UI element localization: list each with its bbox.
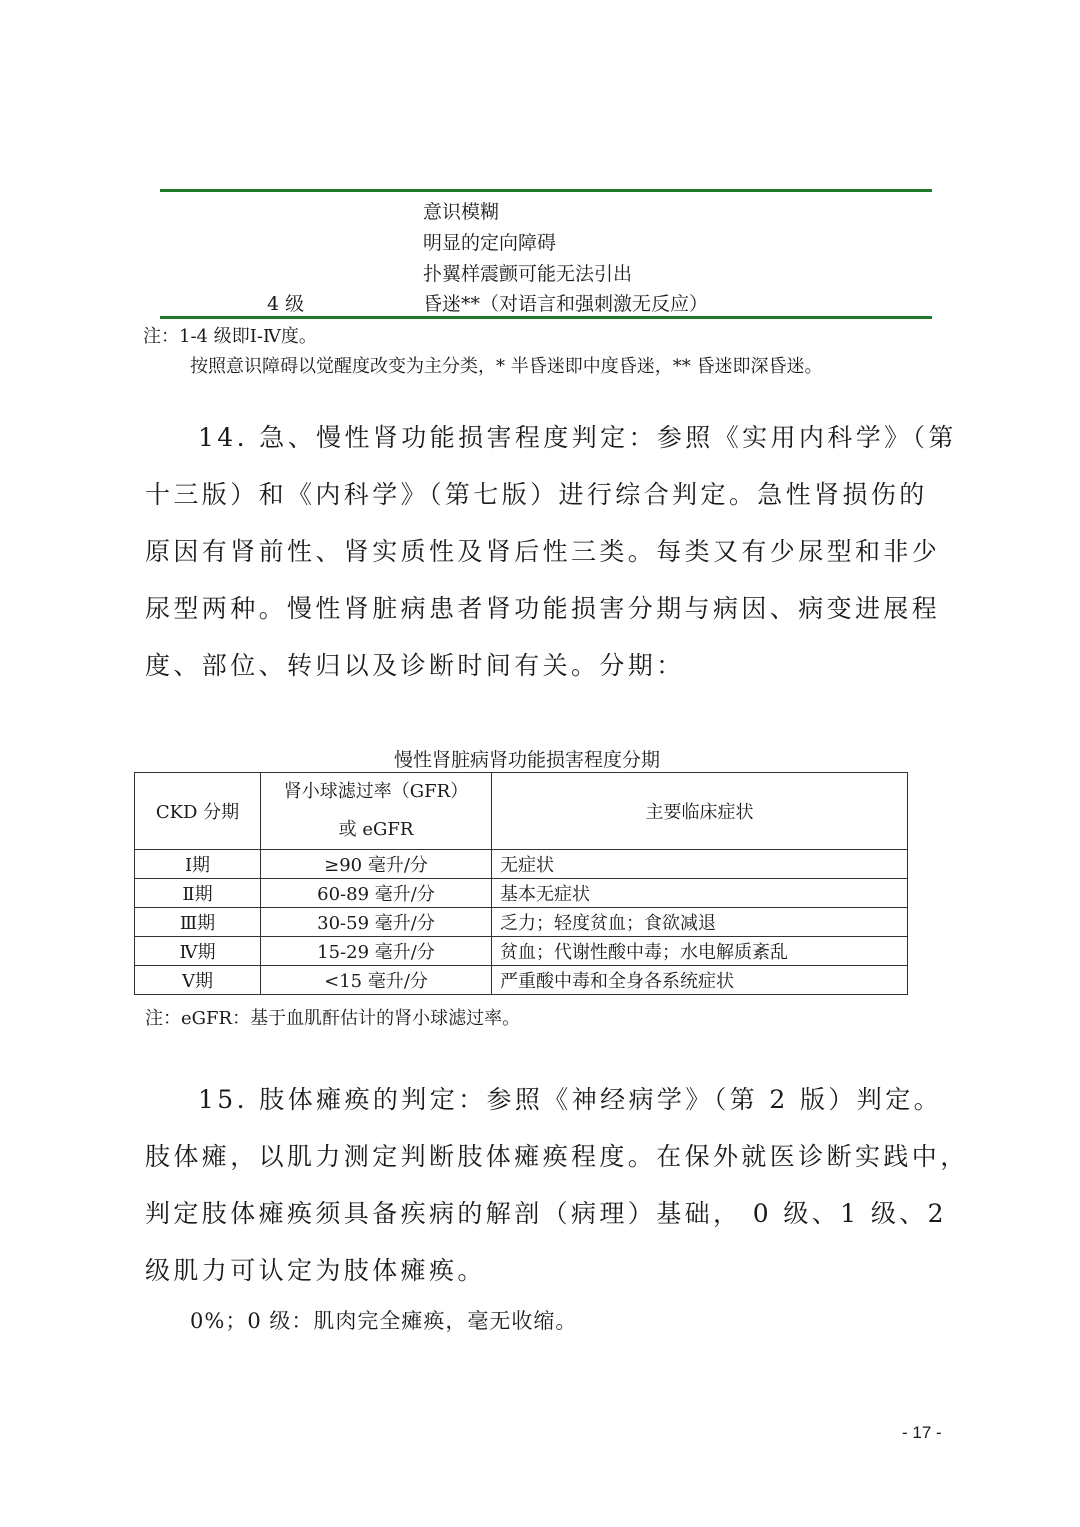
symptoms-cell: 基本无症状 [492, 879, 908, 908]
ckd-table [134, 772, 908, 995]
stage-cell: Ⅱ期 [135, 879, 261, 908]
grade0-line: 0%；0 级：肌肉完全瘫痪，毫无收缩。 [190, 1309, 578, 1333]
page-number: - 17 - [902, 1423, 942, 1442]
section14-line: 十三版）和《内科学》（第七版）进行综合判定。急性肾损伤的 [145, 480, 928, 509]
section14-line: 度、部位、转归以及诊断时间有关。分期： [145, 651, 685, 680]
grade-label: 4 级 [267, 293, 305, 315]
gfr-cell: ≥90 毫升/分 [261, 850, 492, 879]
symptom-line: 明显的定向障碍 [423, 232, 557, 254]
table-row [135, 937, 908, 966]
gfr-cell: 30-59 毫升/分 [261, 908, 492, 937]
top-note-1: 注：1-4 级即Ⅰ-Ⅳ度。 [143, 326, 317, 347]
header-gfr-line2: 或 eGFR [338, 819, 414, 840]
section14-line: 14. 急、慢性肾功能损害程度判定：参照《实用内科学》（第 [198, 423, 957, 452]
stage-cell: Ⅲ期 [135, 908, 261, 937]
symptoms-cell: 严重酸中毒和全身各系统症状 [492, 966, 908, 995]
top-note-2: 按照意识障碍以觉醒度改变为主分类，* 半昏迷即中度昏迷，** 昏迷即深昏迷。 [190, 356, 823, 377]
header-gfr [261, 773, 492, 850]
section15-line: 15. 肢体瘫痪的判定：参照《神经病学》（第 2 版）判定。 [198, 1085, 943, 1114]
table-row [135, 879, 908, 908]
section15-line: 肢体瘫，以肌力测定判断肢体瘫痪程度。在保外就医诊断实践中， [145, 1142, 969, 1171]
table-bottom-rule [160, 316, 932, 319]
stage-cell: Ⅴ期 [135, 966, 261, 995]
gfr-cell: 15-29 毫升/分 [261, 937, 492, 966]
symptom-line: 扑翼样震颤可能无法引出 [423, 263, 633, 285]
table-row [135, 850, 908, 879]
header-gfr-line1: 肾小球滤过率（GFR） [283, 781, 469, 802]
section14-line: 原因有肾前性、肾实质性及肾后性三类。每类又有少尿型和非少 [145, 537, 941, 566]
stage-cell: Ⅳ期 [135, 937, 261, 966]
ckd-table-note: 注：eGFR：基于血肌酐估计的肾小球滤过率。 [145, 1008, 521, 1029]
symptoms-cell: 无症状 [492, 850, 908, 879]
section14-line: 尿型两种。慢性肾脏病患者肾功能损害分期与病因、病变进展程 [145, 594, 941, 623]
header-stage: CKD 分期 [135, 773, 261, 850]
table-row [135, 908, 908, 937]
symptom-line: 意识模糊 [423, 201, 500, 223]
symptom-line: 昏迷**（对语言和强刺激无反应） [423, 293, 709, 315]
section15-line: 级肌力可认定为肢体瘫痪。 [145, 1256, 486, 1285]
gfr-cell: 60-89 毫升/分 [261, 879, 492, 908]
symptoms-cell: 贫血；代谢性酸中毒；水电解质紊乱 [492, 937, 908, 966]
section15-line: 判定肢体瘫痪须具备疾病的解剖（病理）基础， 0 级、1 级、2 [145, 1199, 947, 1228]
table-header-row [135, 773, 908, 850]
header-symptoms: 主要临床症状 [492, 773, 908, 850]
table-row [135, 966, 908, 995]
table-top-rule [160, 189, 932, 192]
symptoms-cell: 乏力；轻度贫血；食欲减退 [492, 908, 908, 937]
ckd-table-caption: 慢性肾脏病肾功能损害程度分期 [394, 749, 661, 771]
gfr-cell: <15 毫升/分 [261, 966, 492, 995]
stage-cell: Ⅰ期 [135, 850, 261, 879]
